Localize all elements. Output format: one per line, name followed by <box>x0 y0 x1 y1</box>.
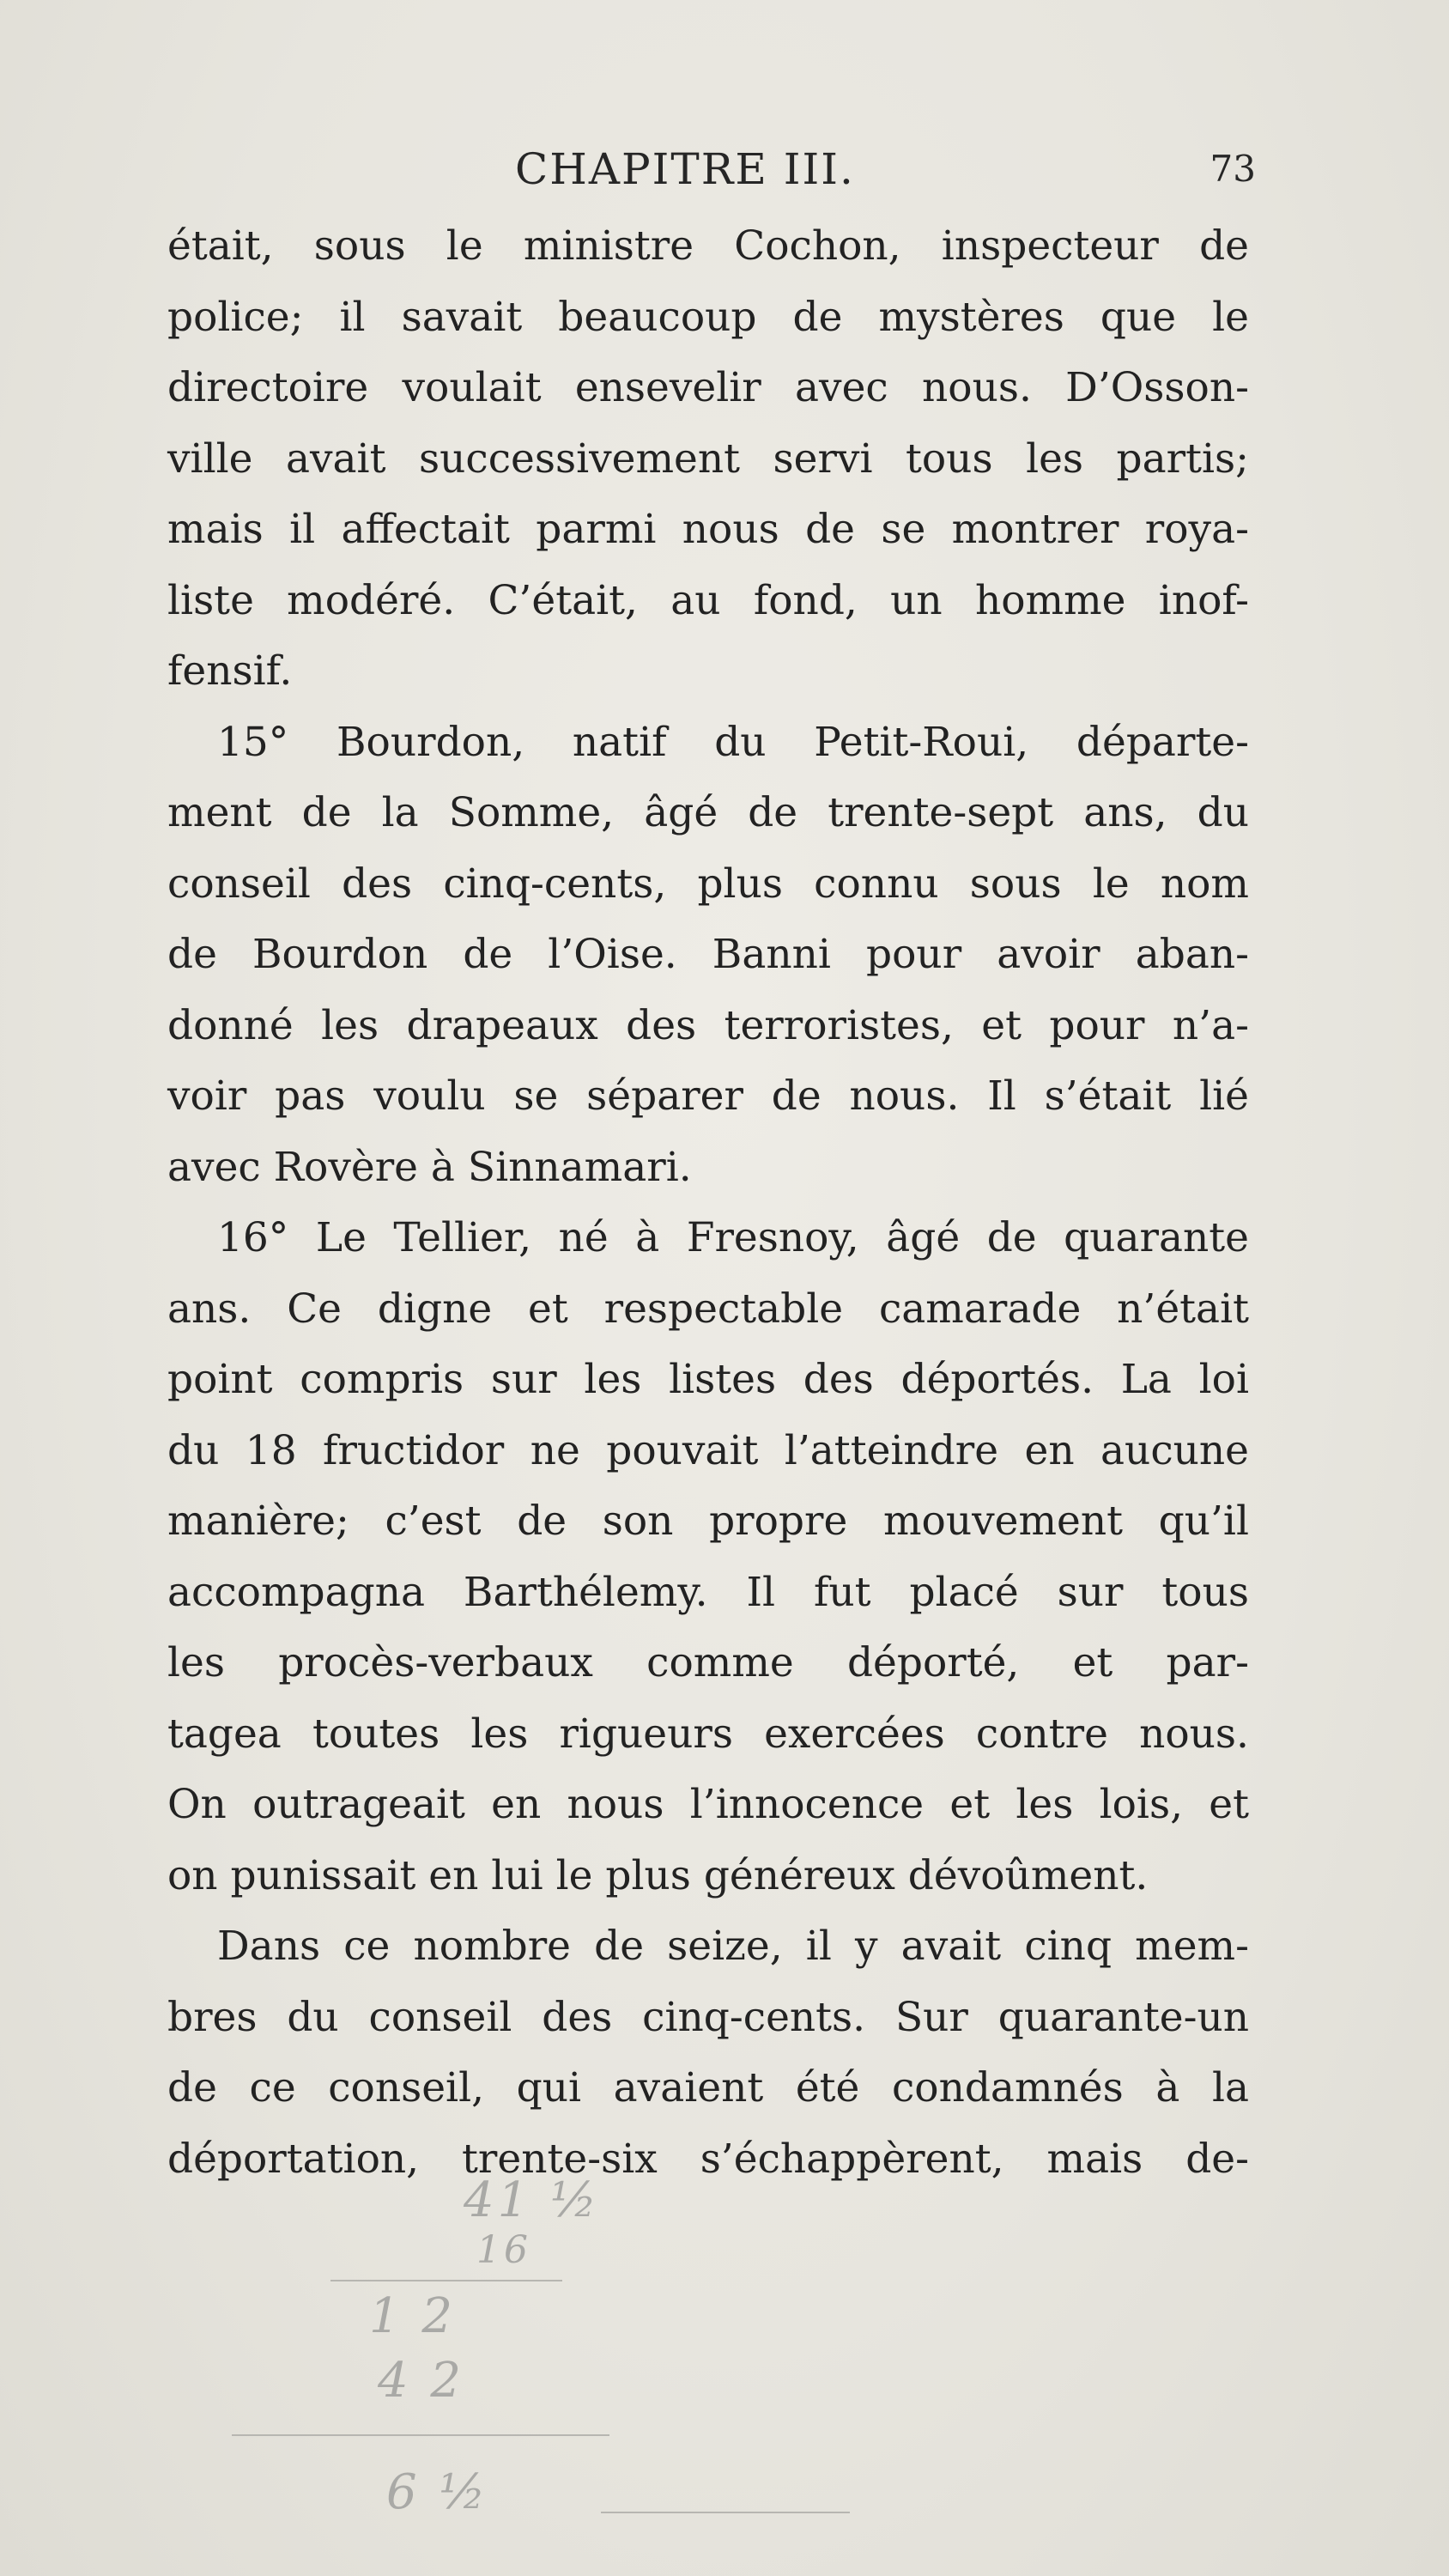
body-text <box>167 211 1249 2195</box>
text-line: Dans ce nombre de seize, il y avait cinq mem- <box>217 1923 1249 1970</box>
text-line: fensif. <box>167 647 293 695</box>
pencil-rule <box>330 2280 562 2281</box>
text-line: avec Rovère à Sinnamari. <box>167 1143 692 1191</box>
text-line: de ce conseil, qui avaient été condamnés à la <box>167 2064 1249 2111</box>
text-line: mais il affectait parmi nous de se montrer roya- <box>167 506 1249 553</box>
text-line: on punissait en lui le plus généreux dévoûment. <box>167 1851 1149 1899</box>
text-line: de Bourdon de l’Oise. Banni pour avoir aban- <box>167 931 1249 978</box>
text-line: 16° Le Tellier, né à Fresnoy, âgé de quarante <box>217 1214 1249 1261</box>
text-line: du 18 fructidor ne pouvait l’atteindre en aucune <box>167 1426 1249 1474</box>
running-title: CHAPITRE III. <box>515 144 855 194</box>
text-line: On outrageait en nous l’innocence et les lois, et <box>167 1781 1249 1828</box>
text-line: voir pas voulu se séparer de nous. Il s’était lié <box>167 1072 1249 1120</box>
text-line: bres du conseil des cinq-cents. Sur quarante-un <box>167 1993 1249 2041</box>
text-line: conseil des cinq-cents, plus connu sous le nom <box>167 860 1249 908</box>
pencil-note: 41 ½ <box>464 2172 601 2228</box>
pencil-rule <box>601 2512 850 2513</box>
pencil-note: 16 <box>476 2228 531 2272</box>
text-line: directoire voulait ensevelir avec nous. D’Osson- <box>167 364 1249 411</box>
text-line: police; il savait beaucoup de mystères que le <box>167 293 1249 341</box>
text-line: manière; c’est de son propre mouvement qu’il <box>167 1498 1249 1545</box>
text-line: ans. Ce digne et respectable camarade n’était <box>167 1285 1249 1333</box>
text-line: ville avait successivement servi tous les partis; <box>167 434 1249 483</box>
text-line: liste modéré. C’était, au fond, un homme inof- <box>167 576 1249 624</box>
text-line: accompagna Barthélemy. Il fut placé sur tous <box>167 1568 1249 1616</box>
text-line: déportation, trente-six s’échappèrent, mais de- <box>167 2135 1249 2183</box>
text-line: point compris sur les listes des déportés. La loi <box>167 1356 1249 1403</box>
text-line: les procès-verbaux comme déporté, et par- <box>167 1639 1249 1686</box>
page-header <box>0 144 1449 204</box>
pencil-note: 6 ½ <box>386 2464 489 2520</box>
pencil-note: 1 2 <box>369 2288 457 2344</box>
text-line: 15° Bourdon, natif du Petit-Roui, départe- <box>217 718 1249 766</box>
text-line: tagea toutes les rigueurs exercées contre nous. <box>167 1710 1249 1758</box>
pencil-rule <box>232 2434 609 2436</box>
text-line: donné les drapeaux des terroristes, et pour n’a- <box>167 1001 1249 1049</box>
pencil-note: 4 2 <box>378 2353 465 2409</box>
page-number: 73 <box>1210 148 1256 190</box>
text-line: était, sous le ministre Cochon, inspecteur de <box>167 222 1249 270</box>
text-line: ment de la Somme, âgé de trente-sept ans, du <box>167 789 1249 836</box>
